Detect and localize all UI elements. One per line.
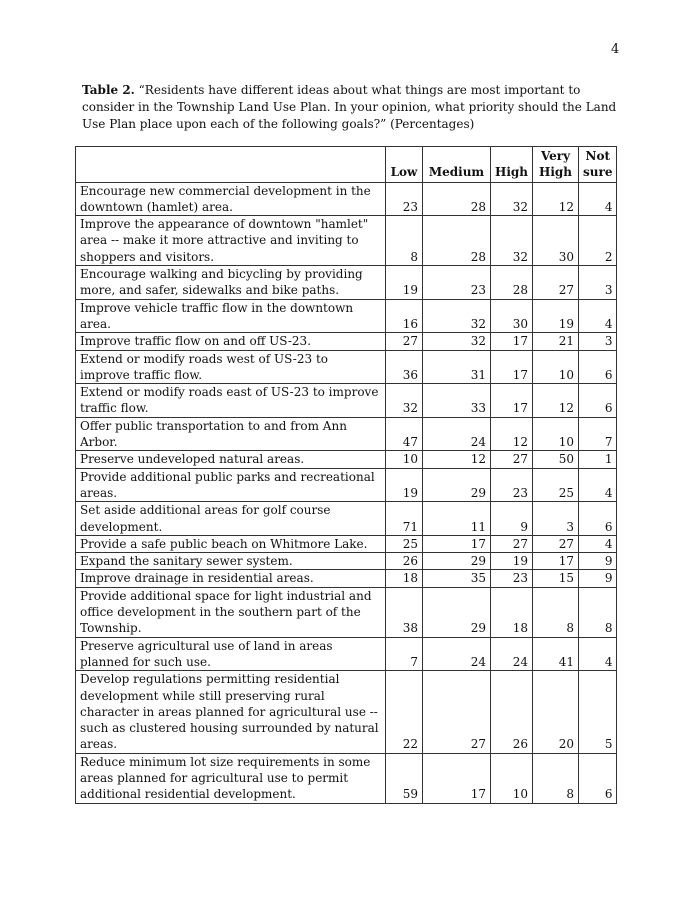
cell-medium: 32 bbox=[423, 299, 491, 333]
cell-goal: Provide additional public parks and recreational areas. bbox=[76, 468, 386, 502]
cell-not-sure: 5 bbox=[579, 671, 617, 753]
cell-very-high: 30 bbox=[533, 216, 579, 266]
cell-goal: Preserve agricultural use of land in areas planned for such use. bbox=[76, 637, 386, 671]
cell-very-high: 3 bbox=[533, 502, 579, 536]
table-row bbox=[76, 266, 617, 300]
cell-goal: Extend or modify roads east of US-23 to improve traffic flow. bbox=[76, 384, 386, 418]
cell-very-high: 50 bbox=[533, 451, 579, 468]
cell-very-high: 21 bbox=[533, 333, 579, 350]
cell-low: 32 bbox=[386, 384, 423, 418]
cell-low: 36 bbox=[386, 350, 423, 384]
cell-low: 27 bbox=[386, 333, 423, 350]
cell-not-sure: 1 bbox=[579, 451, 617, 468]
table-row bbox=[76, 451, 617, 468]
cell-very-high: 8 bbox=[533, 753, 579, 803]
table-row bbox=[76, 384, 617, 418]
cell-very-high: 27 bbox=[533, 266, 579, 300]
cell-not-sure: 6 bbox=[579, 502, 617, 536]
cell-high: 24 bbox=[491, 637, 533, 671]
table-row bbox=[76, 417, 617, 451]
table-row bbox=[76, 570, 617, 587]
cell-high: 12 bbox=[491, 417, 533, 451]
cell-high: 32 bbox=[491, 216, 533, 266]
cell-very-high: 12 bbox=[533, 384, 579, 418]
cell-goal: Provide a safe public beach on Whitmore Lake. bbox=[76, 535, 386, 552]
cell-medium: 24 bbox=[423, 417, 491, 451]
cell-medium: 24 bbox=[423, 637, 491, 671]
cell-very-high: 15 bbox=[533, 570, 579, 587]
cell-goal: Extend or modify roads west of US-23 to improve traffic flow. bbox=[76, 350, 386, 384]
cell-high: 17 bbox=[491, 350, 533, 384]
cell-medium: 31 bbox=[423, 350, 491, 384]
cell-low: 8 bbox=[386, 216, 423, 266]
cell-high: 23 bbox=[491, 570, 533, 587]
cell-high: 30 bbox=[491, 299, 533, 333]
cell-low: 38 bbox=[386, 587, 423, 637]
cell-medium: 12 bbox=[423, 451, 491, 468]
cell-not-sure: 7 bbox=[579, 417, 617, 451]
cell-medium: 35 bbox=[423, 570, 491, 587]
cell-not-sure: 8 bbox=[579, 587, 617, 637]
cell-very-high: 12 bbox=[533, 182, 579, 216]
cell-very-high: 8 bbox=[533, 587, 579, 637]
cell-goal: Develop regulations permitting residential development while still preserving rural character in areas planned for agricultural use -- such as clustered housing surrounded by natural areas. bbox=[76, 671, 386, 753]
cell-low: 19 bbox=[386, 468, 423, 502]
cell-low: 19 bbox=[386, 266, 423, 300]
cell-goal: Encourage walking and bicycling by providing more, and safer, sidewalks and bike paths. bbox=[76, 266, 386, 300]
cell-high: 19 bbox=[491, 553, 533, 570]
cell-not-sure: 6 bbox=[579, 753, 617, 803]
cell-not-sure: 4 bbox=[579, 535, 617, 552]
cell-high: 17 bbox=[491, 333, 533, 350]
cell-very-high: 10 bbox=[533, 350, 579, 384]
cell-medium: 23 bbox=[423, 266, 491, 300]
cell-very-high: 20 bbox=[533, 671, 579, 753]
cell-low: 23 bbox=[386, 182, 423, 216]
table-row bbox=[76, 535, 617, 552]
cell-high: 32 bbox=[491, 182, 533, 216]
cell-low: 26 bbox=[386, 553, 423, 570]
cell-goal: Improve vehicle traffic flow in the downtown area. bbox=[76, 299, 386, 333]
page-number: 4 bbox=[611, 42, 620, 57]
cell-medium: 33 bbox=[423, 384, 491, 418]
table-label: Table 2. bbox=[82, 83, 135, 97]
table-body bbox=[76, 182, 617, 803]
cell-high: 23 bbox=[491, 468, 533, 502]
cell-low: 59 bbox=[386, 753, 423, 803]
cell-not-sure: 3 bbox=[579, 266, 617, 300]
cell-low: 22 bbox=[386, 671, 423, 753]
cell-high: 17 bbox=[491, 384, 533, 418]
cell-high: 10 bbox=[491, 753, 533, 803]
cell-very-high: 25 bbox=[533, 468, 579, 502]
cell-medium: 17 bbox=[423, 753, 491, 803]
cell-medium: 29 bbox=[423, 553, 491, 570]
cell-not-sure: 2 bbox=[579, 216, 617, 266]
cell-high: 26 bbox=[491, 671, 533, 753]
header-not-sure: Not sure bbox=[579, 147, 617, 183]
cell-not-sure: 9 bbox=[579, 570, 617, 587]
cell-goal: Reduce minimum lot size requirements in some areas planned for agricultural use to permit additional residential development. bbox=[76, 753, 386, 803]
cell-not-sure: 6 bbox=[579, 384, 617, 418]
table-row bbox=[76, 553, 617, 570]
cell-goal: Offer public transportation to and from Ann Arbor. bbox=[76, 417, 386, 451]
cell-medium: 11 bbox=[423, 502, 491, 536]
cell-high: 28 bbox=[491, 266, 533, 300]
cell-low: 7 bbox=[386, 637, 423, 671]
cell-not-sure: 6 bbox=[579, 350, 617, 384]
cell-low: 10 bbox=[386, 451, 423, 468]
cell-medium: 17 bbox=[423, 535, 491, 552]
header-medium: Medium bbox=[423, 147, 491, 183]
cell-goal: Improve drainage in residential areas. bbox=[76, 570, 386, 587]
table-row bbox=[76, 753, 617, 803]
cell-low: 16 bbox=[386, 299, 423, 333]
cell-medium: 29 bbox=[423, 468, 491, 502]
cell-very-high: 27 bbox=[533, 535, 579, 552]
cell-high: 27 bbox=[491, 451, 533, 468]
cell-goal: Provide additional space for light industrial and office development in the southern part of the Township. bbox=[76, 587, 386, 637]
cell-very-high: 10 bbox=[533, 417, 579, 451]
cell-very-high: 41 bbox=[533, 637, 579, 671]
table-row bbox=[76, 637, 617, 671]
cell-not-sure: 3 bbox=[579, 333, 617, 350]
table-caption bbox=[82, 82, 622, 133]
table-row bbox=[76, 671, 617, 753]
cell-high: 27 bbox=[491, 535, 533, 552]
cell-not-sure: 4 bbox=[579, 299, 617, 333]
cell-very-high: 17 bbox=[533, 553, 579, 570]
table-row bbox=[76, 468, 617, 502]
header-very-high: Very High bbox=[533, 147, 579, 183]
cell-goal: Improve the appearance of downtown "hamlet" area -- make it more attractive and inviting to shoppers and visitors. bbox=[76, 216, 386, 266]
header-row bbox=[76, 147, 617, 183]
cell-medium: 29 bbox=[423, 587, 491, 637]
header-high: High bbox=[491, 147, 533, 183]
cell-high: 9 bbox=[491, 502, 533, 536]
header-low: Low bbox=[386, 147, 423, 183]
cell-low: 71 bbox=[386, 502, 423, 536]
table-question: “Residents have different ideas about what things are most important to consider in the Township Land Use Plan. In your opinion, what priority should the Land Use Plan place upon each of the following goals?” (Percentages) bbox=[82, 83, 617, 131]
cell-goal: Improve traffic flow on and off US-23. bbox=[76, 333, 386, 350]
cell-medium: 27 bbox=[423, 671, 491, 753]
table-row bbox=[76, 299, 617, 333]
survey-table bbox=[75, 146, 617, 804]
table-row bbox=[76, 587, 617, 637]
cell-low: 25 bbox=[386, 535, 423, 552]
cell-very-high: 19 bbox=[533, 299, 579, 333]
cell-medium: 28 bbox=[423, 182, 491, 216]
cell-low: 18 bbox=[386, 570, 423, 587]
cell-not-sure: 4 bbox=[579, 637, 617, 671]
cell-not-sure: 9 bbox=[579, 553, 617, 570]
cell-goal: Preserve undeveloped natural areas. bbox=[76, 451, 386, 468]
cell-not-sure: 4 bbox=[579, 468, 617, 502]
cell-goal: Encourage new commercial development in the downtown (hamlet) area. bbox=[76, 182, 386, 216]
cell-not-sure: 4 bbox=[579, 182, 617, 216]
table-row bbox=[76, 502, 617, 536]
cell-goal: Expand the sanitary sewer system. bbox=[76, 553, 386, 570]
table-row bbox=[76, 333, 617, 350]
cell-goal: Set aside additional areas for golf course development. bbox=[76, 502, 386, 536]
table-row bbox=[76, 350, 617, 384]
table-row bbox=[76, 216, 617, 266]
header-goal bbox=[76, 147, 386, 183]
table-row bbox=[76, 182, 617, 216]
cell-low: 47 bbox=[386, 417, 423, 451]
cell-medium: 28 bbox=[423, 216, 491, 266]
cell-high: 18 bbox=[491, 587, 533, 637]
cell-medium: 32 bbox=[423, 333, 491, 350]
